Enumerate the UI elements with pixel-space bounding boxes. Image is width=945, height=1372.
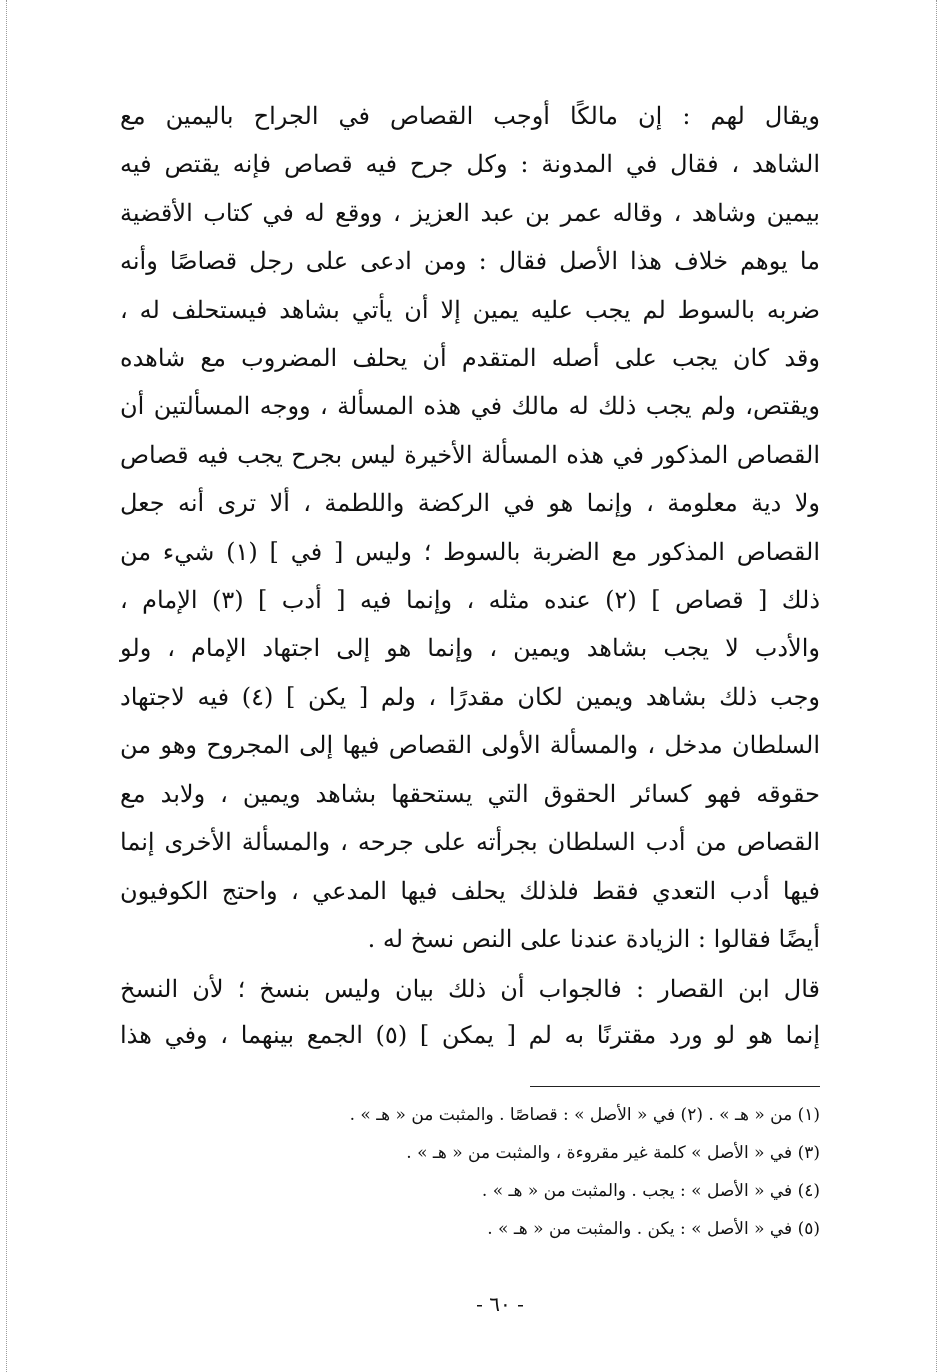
text-line: وجب ذلك بشاهد ويمين لكان مقدرًا ، ولم [ يكن ] (٤) فيه لاجتهاد [120,682,821,711]
text-line: ويقال لهم : إن مالكًا أوجب القصاص في الجراح باليمين مع [120,102,820,130]
text-line: ما يوهم خلاف هذا الأصل فقال : ومن ادعى على رجل قصاصًا وأنه [120,247,820,276]
text-line: ويقتص، ولم يجب ذلك له مالك في هذه المسألة ، ووجه المسألتين أن [120,392,820,421]
text-line: ذلك [ قصاص ] (٢) عنده مثله ، وإنما فيه [ أدب ] (٣) الإمام ، [120,586,821,615]
footnote: (٥) في « الأصل » : يكن . والمثبت من « هـ » . [487,1219,820,1239]
scan-edge-right [936,0,937,1372]
scan-edge-left [6,0,7,1372]
text-line: أيضًا فقالوا : الزيادة عندنا على النص نسخ له . [367,924,820,953]
text-line: القصاص المذكور مع الضربة بالسوط ؛ وليس [ في ] (١) شيء من [120,537,820,566]
second-paragraph [120,966,820,1058]
text-line: والأدب لا يجب بشاهد ويمين ، وإنما هو إلى اجتهاد الإمام ، ولو [120,634,820,663]
text-line: الشاهد ، فقال في المدونة : وكل جرح فيه قصاص فإنه يقتص فيه [120,150,820,179]
text-line: وقد كان يجب على أصله المتقدم أن يحلف المضروب مع شاهده [120,344,820,373]
footnote: (٤) في « الأصل » : يجب . والمثبت من « هـ » . [481,1181,820,1201]
text-line: بيمين وشاهد ، وقاله عمر بن عبد العزيز ، ووقع له في كتاب الأقضية [120,198,820,227]
text-line: ولا دية معلومة ، وإنما هو في الركضة واللطمة ، ألا ترى أنه جعل [120,489,820,518]
text-line: قال ابن القصار : فالجواب أن ذلك بيان وليس بنسخ ؛ لأن النسخ [120,975,820,1003]
page-number: - ٦٠ - [476,1292,524,1316]
text-line: القصاص المذكور في هذه المسألة الأخيرة ليس بجرح يجب فيه قصاص [120,440,820,469]
footnotes [120,1096,820,1248]
text-line: ضربه بالسوط لم يجب عليه يمين إلا أن يأتي بشاهد فيستحلف له ، [120,295,820,324]
text-line: القصاص من أدب السلطان بجرأته على جرحه ، والمسألة الأخرى إنما [120,828,820,857]
footnote: (١) من « هـ » . (٢) في « الأصل » : قصاصًا . والمثبت من « هـ » . [349,1105,820,1125]
text-line: السلطان مدخل ، والمسألة الأولى القصاص فيها إلى المجروح وهو من [120,731,820,760]
text-line: إنما هو لو ورد مقترنًا به لم [ يمكن ] (٥) الجمع بينهما ، وفي هذا [120,1021,821,1049]
text-line: حقوقه فهو كسائر الحقوق التي يستحقها بشاهد ويمين ، ولابد مع [120,779,820,808]
main-paragraph [120,92,820,963]
footnote-divider [530,1086,820,1087]
text-line: فيها أدب التعدي فقط فلذلك يحلف فيها المدعي ، واحتج الكوفيون [120,876,820,905]
footnote: (٣) في « الأصل » كلمة غير مقروءة ، والمثبت من « هـ » . [406,1143,820,1163]
